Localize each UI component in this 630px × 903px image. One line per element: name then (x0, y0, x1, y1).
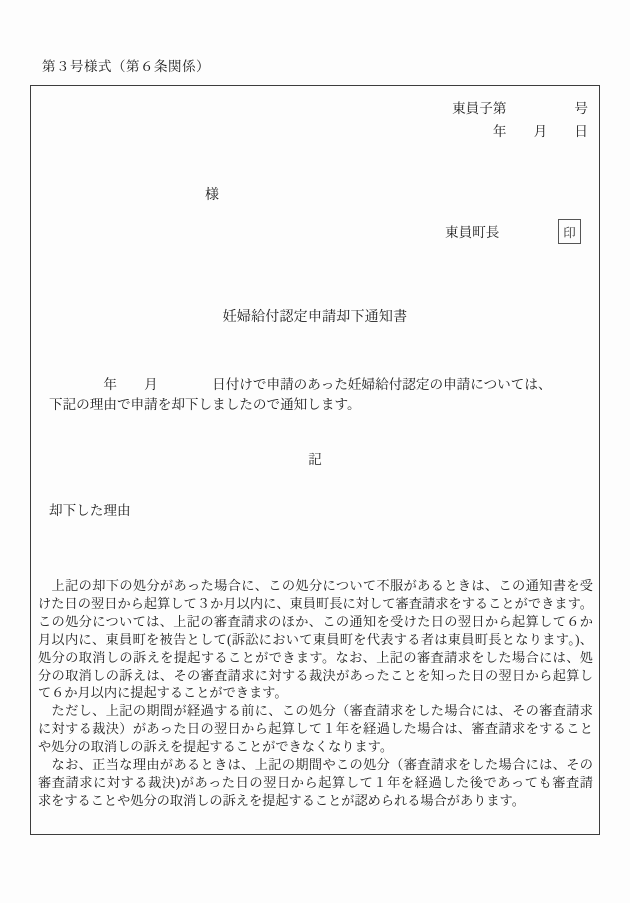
appeal-notice-line: 分の取消しの訴えは、その審査請求に対する裁決があったことを知った日の翌日から起算し (38, 667, 593, 683)
appeal-notice-line: 審査請求に対する裁決)があった日の翌日から起算して１年を経過した後であっても審査請 (38, 774, 593, 790)
record-section-marker: 記 (308, 452, 322, 467)
doc-number-line: 東員子第 号 (452, 101, 588, 116)
document-header-right (452, 97, 588, 143)
sender-title: 東員町長 (445, 225, 500, 240)
appeal-notice-line: 処分の取消しの訴えを提起することができます。なお、上記の審査請求をした場合には、処 (38, 649, 593, 665)
date-line: 年 月 日 (492, 124, 588, 139)
appeal-notice-line: に対する裁決）があった日の翌日から起算して１年を経過した場合は、審査請求をすること (38, 721, 593, 737)
appeal-notice-line: けた日の翌日から起算して３か月以内に、東員町長に対して審査請求をすることができます。 (38, 595, 593, 611)
appeal-notice-line: ただし、上記の期間が経過する前に、この処分（審査請求をした場合には、その審査請求 (38, 703, 593, 719)
addressee-honorific: 様 (205, 188, 219, 203)
appeal-notice-line: て６か月以内に提起することができます。 (38, 685, 288, 701)
document-title: 妊婦給付認定申請却下通知書 (222, 310, 408, 325)
body-line-2: 下記の理由で申請を却下しましたので通知します。 (49, 396, 361, 412)
appeal-notice (38, 577, 593, 810)
seal-stamp-placeholder (558, 219, 581, 244)
appeal-notice-line: なお、正当な理由があるときは、上記の期間やこの処分（審査請求をした場合には、その (38, 757, 593, 773)
body-paragraph (49, 375, 587, 414)
body-line-1: 年 月 日付けで申請のあった妊婦給付認定の申請については、 (49, 377, 552, 392)
document-frame (30, 85, 600, 835)
seal-icon: 印 (563, 225, 576, 240)
appeal-notice-line: 月以内に、東員町を被告として(訴訟において東員町を代表する者は東員町長となります。)、 (38, 631, 593, 647)
appeal-notice-line: や処分の取消しの訴えを提起することができなくなります。 (38, 739, 394, 755)
rejection-reason-label: 却下した理由 (49, 503, 131, 518)
appeal-notice-line: この処分については、上記の審査請求のほか、この通知を受けた日の翌日から起算して６か (38, 613, 593, 629)
appeal-notice-line: 上記の却下の処分があった場合に、この処分について不服があるときは、この通知書を受 (38, 578, 593, 593)
appeal-notice-line: 求をすることや処分の取消しの訴えを提起することが認められる場合があります。 (38, 792, 525, 808)
form-number-label: 第３号様式（第６条関係） (42, 59, 210, 74)
